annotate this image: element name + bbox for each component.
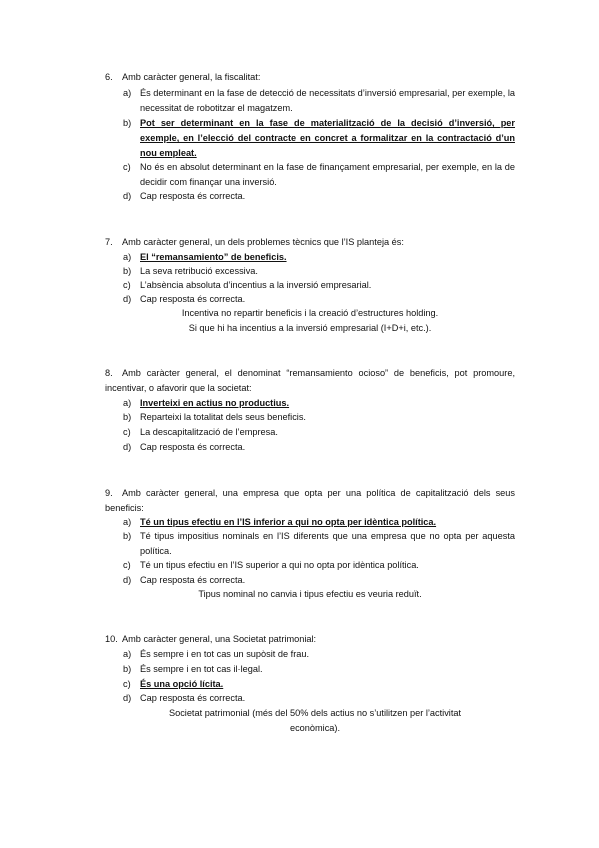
option-text: Cap resposta és correcta.	[140, 693, 246, 703]
option-letter: a)	[123, 649, 132, 659]
answer-note: Si que hi ha incentius a la inversió empresarial (I+D+i, etc.).	[188, 323, 432, 333]
option-text: L’absència absoluta d’incentius a la inversió empresarial.	[140, 280, 372, 290]
option-a	[123, 86, 515, 116]
option-text: El “remansamiento” de beneficis.	[140, 252, 287, 262]
option-text: És sempre i en tot cas il·legal.	[140, 664, 263, 674]
option-text: Cap resposta és correcta.	[140, 294, 246, 304]
option-d	[123, 691, 515, 706]
question-number: 8.	[105, 368, 113, 378]
option-letter: d)	[123, 442, 132, 452]
question-stem	[105, 70, 515, 85]
option-b	[123, 529, 515, 559]
option-letter: b)	[123, 531, 132, 541]
option-b-correct	[123, 116, 515, 161]
option-a-correct	[123, 250, 515, 265]
question-text: Amb caràcter general, un dels problemes tècnics que l’IS planteja és:	[122, 237, 404, 247]
option-a-correct	[123, 396, 515, 411]
option-text: Té un tipus efectiu en l’IS inferior a qui no opta per idèntica política.	[140, 517, 437, 527]
option-d	[123, 292, 515, 307]
question-text: Amb caràcter general, el denominat “remansamiento ocioso” de beneficis, pot promoure, incentivar, o afavorir que la societat:	[105, 368, 515, 393]
question-number: 6.	[105, 72, 113, 82]
option-letter: c)	[123, 162, 131, 172]
option-letter: d)	[123, 191, 132, 201]
option-text: És sempre i en tot cas un supòsit de frau.	[140, 649, 310, 659]
option-letter: d)	[123, 575, 132, 585]
option-letter: b)	[123, 412, 132, 422]
question-text: Amb caràcter general, una Societat patrimonial:	[122, 634, 317, 644]
option-text: Cap resposta és correcta.	[140, 442, 246, 452]
option-text: Cap resposta és correcta.	[140, 575, 246, 585]
option-c	[123, 558, 515, 573]
option-c	[123, 160, 515, 190]
option-letter: a)	[123, 517, 132, 527]
option-text: És determinant en la fase de detecció de necessitats d’inversió empresarial, per exemple, la necessitat de robotitzar el magatzem.	[140, 88, 515, 113]
option-c	[123, 278, 515, 293]
option-text: Té un tipus efectiu en l’IS superior a qui no opta por idèntica política.	[140, 560, 419, 570]
question-number: 10.	[105, 634, 118, 644]
option-letter: c)	[123, 560, 131, 570]
option-text: Cap resposta és correcta.	[140, 191, 246, 201]
option-letter: b)	[123, 664, 132, 674]
option-c	[123, 425, 515, 440]
option-b	[123, 662, 515, 677]
answer-note: Tipus nominal no canvia i tipus efectiu es veuria reduït.	[198, 589, 422, 599]
option-letter: a)	[123, 398, 132, 408]
option-c-correct	[123, 677, 515, 692]
option-d	[123, 440, 515, 455]
option-b	[123, 264, 515, 279]
option-text: Pot ser determinant en la fase de materialització de la decisió d’inversió, per exemple, en l’elecció del contracte en concret a formalitzar en la contractació d’un nou empleat.	[140, 118, 515, 158]
option-text: Reparteixi la totalitat dels seus beneficis.	[140, 412, 306, 422]
option-a-correct	[123, 515, 515, 530]
option-letter: a)	[123, 88, 132, 98]
option-letter: d)	[123, 693, 132, 703]
option-text: Inverteixi en actius no productius.	[140, 398, 290, 408]
question-stem	[105, 235, 515, 250]
option-letter: d)	[123, 294, 132, 304]
question-stem	[105, 486, 515, 516]
option-letter: c)	[123, 280, 131, 290]
option-text: És una opció lícita.	[140, 679, 224, 689]
option-d	[123, 189, 515, 204]
question-number: 9.	[105, 488, 113, 498]
option-text: La descapitalització de l’empresa.	[140, 427, 278, 437]
answer-note: Incentiva no repartir beneficis i la creació d’estructures holding.	[181, 308, 439, 318]
option-text: No és en absolut determinant en la fase de finançament empresarial, per exemple, en la de decidir com finançar una inversió.	[140, 162, 515, 187]
option-letter: b)	[123, 118, 132, 128]
option-letter: c)	[123, 427, 131, 437]
option-text: La seva retribució excessiva.	[140, 266, 258, 276]
option-d	[123, 573, 515, 588]
option-letter: a)	[123, 252, 132, 262]
option-letter: b)	[123, 266, 132, 276]
question-stem	[105, 632, 515, 647]
question-number: 7.	[105, 237, 113, 247]
question-text: Amb caràcter general, la fiscalitat:	[122, 72, 261, 82]
question-stem	[105, 366, 515, 396]
option-a	[123, 647, 515, 662]
option-b	[123, 410, 515, 425]
question-text: Amb caràcter general, una empresa que opta per una política de capitalització dels seus beneficis:	[105, 488, 515, 513]
option-letter: c)	[123, 679, 131, 689]
option-text: Té tipus impositius nominals en l’IS diferents que una empresa que no opta per aquesta política.	[140, 531, 515, 556]
answer-note: Societat patrimonial (més del 50% dels actius no s’utilitzen per l’activitat econòmica).	[168, 708, 462, 733]
